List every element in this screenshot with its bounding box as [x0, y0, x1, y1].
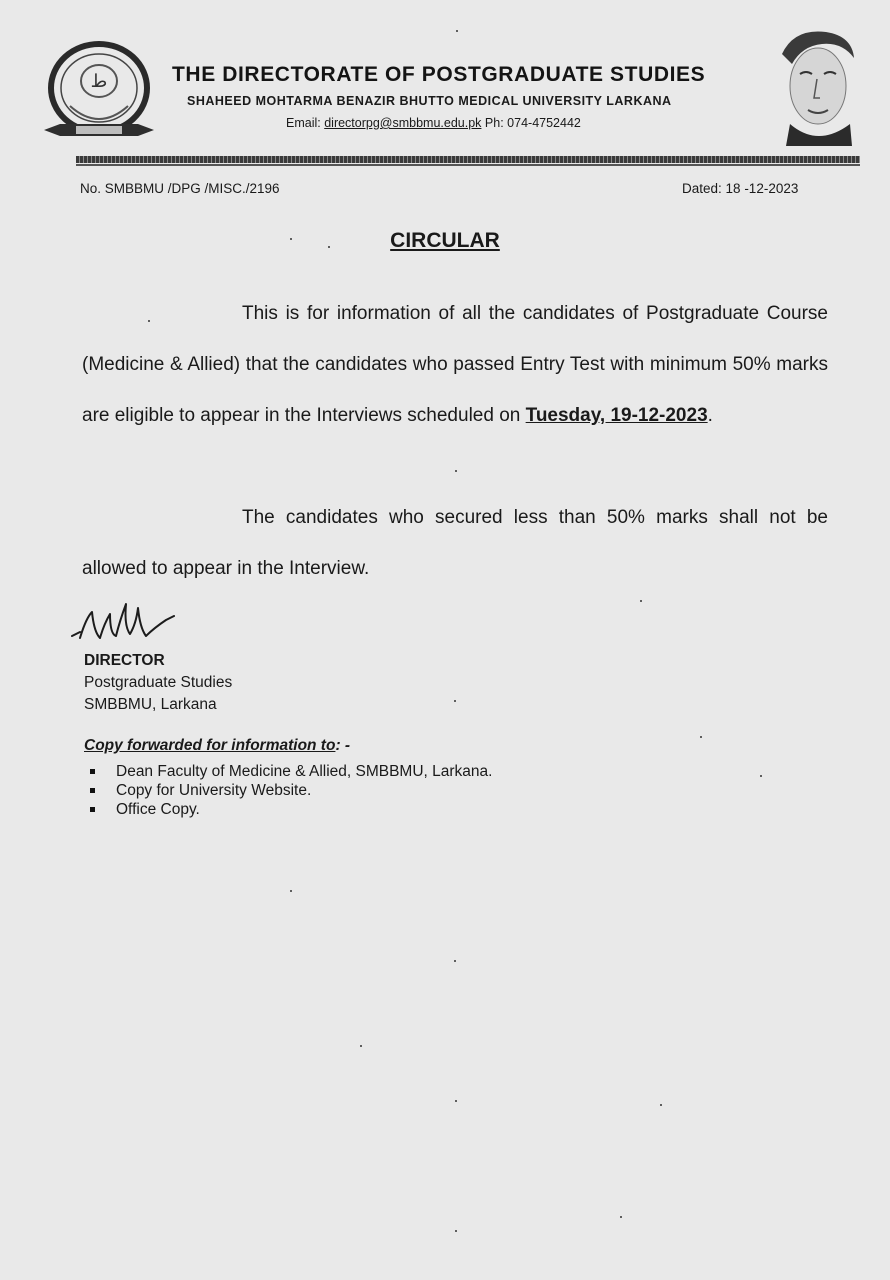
- signatory-title: DIRECTOR: [84, 652, 165, 669]
- copy-forwarded-label: Copy forwarded for information to: [84, 737, 336, 754]
- copy-forwarded-heading: [84, 737, 350, 755]
- dated-value: 18 -12-2023: [725, 181, 799, 196]
- signatory-block: [84, 650, 232, 716]
- dated-label: Dated:: [682, 181, 722, 196]
- interview-date: Tuesday, 19-12-2023: [525, 405, 708, 426]
- phone-label: Ph:: [484, 116, 504, 130]
- copy-forwarded-suffix: : -: [335, 737, 351, 754]
- reference-number: No. SMBBMU /DPG /MISC./2196: [80, 181, 280, 196]
- email-link[interactable]: directorpg@smbbmu.edu.pk: [324, 116, 482, 130]
- paragraph-1: [82, 288, 828, 441]
- date-line: [682, 181, 798, 196]
- circular-heading: [0, 229, 890, 253]
- copy-forwarded-list: [88, 762, 492, 819]
- paragraph-1-end: .: [707, 405, 713, 426]
- phone-number: 074-4752442: [507, 116, 581, 130]
- list-item: Dean Faculty of Medicine & Allied, SMBBMU, Larkana.: [88, 762, 492, 781]
- paragraph-2: [82, 492, 828, 594]
- header-divider: [76, 156, 860, 163]
- header-divider-line: [76, 164, 860, 166]
- university-seal-icon: [40, 36, 158, 148]
- portrait-photo: [772, 24, 858, 146]
- signatory-institution: SMBBMU, Larkana: [84, 696, 217, 713]
- header-title: THE DIRECTORATE OF POSTGRADUATE STUDIES: [172, 63, 706, 86]
- paragraph-2-text: The candidates who secured less than 50% marks shall not be allowed to appear in the Interview.: [82, 507, 828, 579]
- list-item: Office Copy.: [88, 800, 492, 819]
- email-label: Email:: [286, 116, 321, 130]
- circular-title: CIRCULAR: [390, 229, 500, 252]
- paragraph-1-text: This is for information of all the candidates of Postgraduate Course (Medicine & Allied) that the candidates who passed Entry Test with minimum 50% marks are eligible to appear in the Interviews scheduled on: [82, 303, 828, 426]
- list-item: Copy for University Website.: [88, 781, 492, 800]
- handwritten-signature: [70, 598, 182, 650]
- header-contact: [286, 116, 581, 130]
- svg-text:ط: ط: [90, 71, 108, 92]
- signatory-department: Postgraduate Studies: [84, 674, 233, 691]
- header-subtitle: SHAHEED MOHTARMA BENAZIR BHUTTO MEDICAL UNIVERSITY LARKANA: [187, 94, 672, 108]
